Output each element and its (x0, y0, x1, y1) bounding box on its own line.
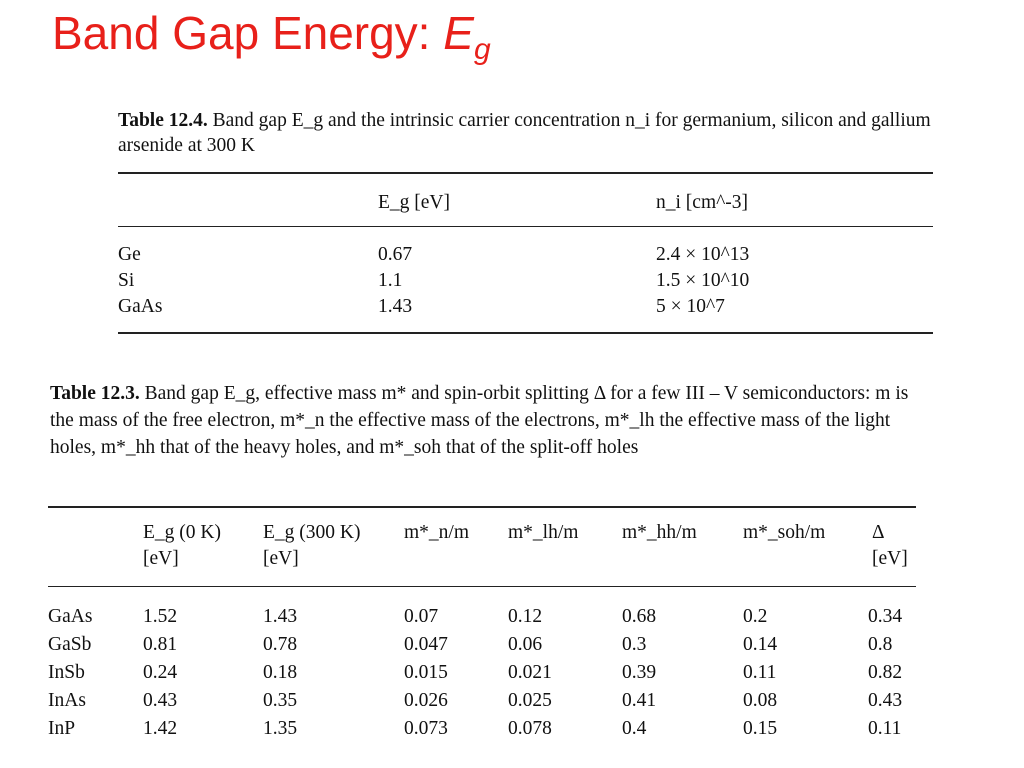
table-cell: 0.4 (622, 718, 647, 739)
slide-title (52, 6, 491, 68)
table2-col-eg300: E_g (300 K) [eV] (263, 522, 361, 569)
table-cell: 0.78 (263, 634, 298, 655)
table1-bottom-rule (118, 332, 933, 334)
table-cell: 1.52 (143, 606, 178, 627)
table-cell: 0.047 (404, 634, 448, 655)
table-cell: 0.015 (404, 662, 448, 683)
table-cell: 0.35 (263, 690, 298, 711)
table-cell: InSb (48, 662, 85, 683)
table-cell: 0.68 (622, 606, 657, 627)
table-cell: 0.39 (622, 662, 657, 683)
table1-caption (118, 108, 938, 158)
table-cell: GaAs (118, 296, 163, 317)
table-cell: 1.5 × 10^10 (656, 270, 750, 291)
table1-top-rule (118, 172, 933, 174)
table-cell: 0.021 (508, 662, 552, 683)
table2-col-mlh: m*_lh/m (508, 522, 579, 543)
table-cell: 2.4 × 10^13 (656, 244, 750, 265)
table2-caption-label: Table 12.3. (50, 383, 140, 404)
table2-header-rule (48, 586, 916, 587)
table-cell: 0.18 (263, 662, 298, 683)
table-cell: Ge (118, 244, 141, 265)
table1-col-eg: E_g [eV] (378, 192, 451, 213)
slide-title-symbol: E (443, 7, 474, 59)
table-cell: 0.8 (868, 634, 893, 655)
table-cell: 0.11 (743, 662, 777, 683)
table-cell: 1.42 (143, 718, 178, 739)
table-cell: 0.3 (622, 634, 647, 655)
table-cell: 0.43 (143, 690, 178, 711)
table-cell: 1.43 (378, 296, 413, 317)
table2-top-rule (48, 506, 916, 508)
table-cell: InAs (48, 690, 86, 711)
table1-col-ni: n_i [cm^-3] (656, 192, 748, 213)
table-cell: 0.15 (743, 718, 778, 739)
table-cell: Si (118, 270, 135, 291)
table2-col-msoh: m*_soh/m (743, 522, 826, 543)
table-cell: 0.34 (868, 606, 903, 627)
table2-col-mn: m*_n/m (404, 522, 470, 543)
table-cell: 1.35 (263, 718, 298, 739)
table-cell: 0.43 (868, 690, 903, 711)
table-cell: 1.1 (378, 270, 403, 291)
table-cell: 0.08 (743, 690, 778, 711)
table-cell: 0.14 (743, 634, 778, 655)
slide-title-text: Band Gap Energy: (52, 7, 444, 59)
table-cell: 1.43 (263, 606, 298, 627)
table2-caption (50, 380, 916, 461)
table-cell: 0.078 (508, 718, 552, 739)
table-cell: 0.12 (508, 606, 543, 627)
table-cell: 0.11 (868, 718, 902, 739)
table-cell: GaAs (48, 606, 93, 627)
table2-col-eg0: E_g (0 K) [eV] (143, 522, 221, 569)
table-cell: 0.82 (868, 662, 903, 683)
table2-col-delta: Δ [eV] (872, 522, 908, 569)
table-cell: InP (48, 718, 76, 739)
table2-caption-text: Band gap E_g, effective mass m* and spin-orbit splitting Δ for a few III – V semiconductors: m is the mass of the free electron, m*_n the effective mass of the electrons, m*_lh the effective mass of the light holes, m*_hh that of the heavy holes, and m*_soh that of the split-off holes (50, 383, 909, 458)
table1-caption-label: Table 12.4. (118, 110, 208, 131)
table-cell: 0.06 (508, 634, 543, 655)
table-cell: 0.2 (743, 606, 768, 627)
table-cell: 0.81 (143, 634, 178, 655)
table1-caption-text: Band gap E_g and the intrinsic carrier concentration n_i for germanium, silicon and gallium arsenide at 300 K (118, 110, 931, 156)
table-cell: 0.24 (143, 662, 178, 683)
slide-title-subscript: g (473, 33, 491, 66)
table-cell: GaSb (48, 634, 92, 655)
table-cell: 0.07 (404, 606, 439, 627)
table-cell: 5 × 10^7 (656, 296, 725, 317)
table-cell: 0.025 (508, 690, 552, 711)
table-cell: 0.073 (404, 718, 448, 739)
table2-col-mhh: m*_hh/m (622, 522, 697, 543)
table-cell: 0.41 (622, 690, 657, 711)
table-cell: 0.67 (378, 244, 413, 265)
table1-header-rule (118, 226, 933, 227)
table-cell: 0.026 (404, 690, 448, 711)
